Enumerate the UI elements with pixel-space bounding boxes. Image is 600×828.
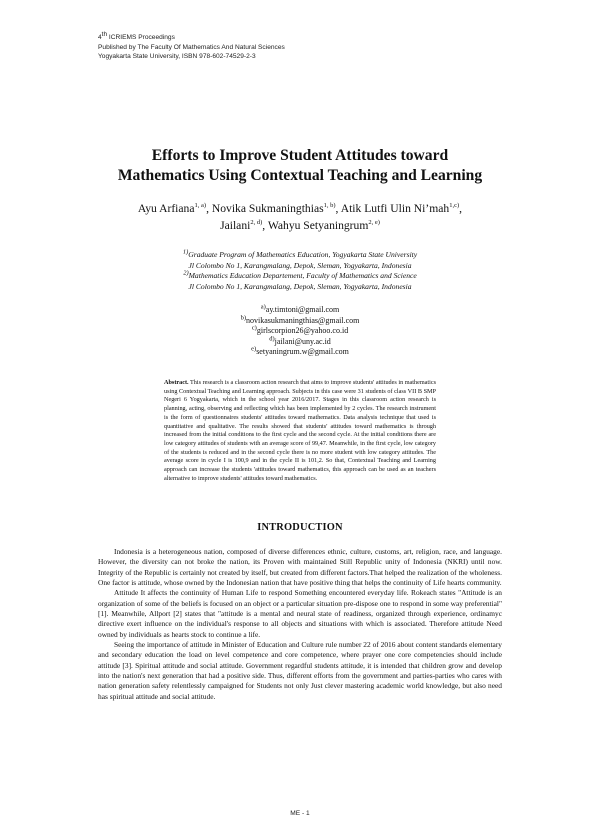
author-name: Wahyu Setyaningrum <box>267 219 369 232</box>
abstract <box>164 379 436 483</box>
email-c: $^{c)}$girlscorpion26@yahoo.co.id <box>251 324 349 336</box>
header-line-3: Yogyakarta State University, ISBN 978-602-74529-2-3 <box>98 53 256 61</box>
author-line-2: Jailani$^{2, d)}$, Wahyu Setyaningrum$^{2, e)}$ <box>220 219 380 232</box>
abstract-label: Abstract. <box>164 379 189 386</box>
paper-title <box>60 146 540 186</box>
author-name: Atik Lutfi Ulin Ni’mah <box>340 202 450 215</box>
proceedings-header <box>98 30 285 62</box>
header-line-1: 4th ICRIEMS Proceedings <box>98 30 175 41</box>
paragraph: Seeing the importance of attitude in Minister of Education and Culture rule number 22 of 2016 about content standards elementary and secondary education the load on level competence and core competence, where prayer one core competencies should include attitude [3]. Spiritual attitude and social attitude. Government regardful students attitude, it is intended that children grow and develop into the nation's next generation that had a positive side. Thus, different efforts from the government and parties-parties who cares with nation generation safety relentlessly campaigned for Students not only Just clever mastering academic world knowledge, but also need has spiritual attitude and social attitude. <box>98 640 502 701</box>
page-number: ME - 1 <box>290 810 310 817</box>
affiliation-1-line-1: $^{1)}$Graduate Program of Mathematics Education, Yogyakarta State University <box>182 248 418 259</box>
title-line-2: Mathematics Using Contextual Teaching and Learning <box>117 167 483 184</box>
paragraph: Attitude It affects the continuity of Human Life to respond Something encountered everyday life. Rokeach states "Attitude is an organization of some of the beliefs is focused on an object or a particular situation pre-dispose one to respond in some way preferential" [1]. Meanwhile, Allport [2] states that "attitude is a mental and neural state of readiness, organized through experience, ordinamyc directive exert influence on the individual's response to all objects and situations with which is associated. Therefore attitude Need owned by individuals as hearts stock to continue a life. <box>98 588 502 639</box>
affiliation-2-line-1: $^{2)}$Mathematics Education Departement, Faculty of Mathematics and Science <box>183 269 417 281</box>
section-heading-introduction: INTRODUCTION <box>257 522 343 533</box>
affiliation-2-line-2: Jl Colombo No 1, Karangmalang, Depok, Sleman, Yogyakarta, Indonesia <box>188 281 412 291</box>
paragraph: Indonesia is a heterogeneous nation, composed of diverse differences ethnic, culture, customs, art, religion, race, and language. However, the diversity can not broke the nation, its Proven with maintained Still Republic unity of Indonesia (NKRI) until now. Integrity of the Republic is certainly not created by itself, but created from different factors.That helped the realization of the wholeness. One factor is attitude, whose owned by the Indonesian nation that have positive thing that helps the continuity of Life hearts community. <box>98 547 502 588</box>
email-e: $^{e)}$setyaningrum.w@gmail.com <box>251 345 349 357</box>
author-name: Jailani <box>220 219 251 232</box>
header-line-2: Published by The Faculty Of Mathematics And Natural Sciences <box>98 43 285 51</box>
author-name: Novika Sukmaningthias <box>211 202 324 215</box>
introduction-body <box>98 547 502 702</box>
email-d: $^{d)}$jailani@uny.ac.id <box>269 335 331 346</box>
email-a: $^{a)}$ay.timtoni@gmail.com <box>260 303 340 314</box>
author-line-1: Ayu Arfiana$^{1, a)}$, Novika Sukmaningthias$^{1, b)}$, Atik Lutfi Ulin Ni’mah$^{1,c)}$, <box>137 202 463 215</box>
affiliation-1-line-2: Jl Colombo No 1, Karangmalang, Depok, Sleman, Yogyakarta, Indonesia <box>188 260 412 270</box>
author-name: Ayu Arfiana <box>137 202 195 215</box>
title-line-1: Efforts to Improve Student Attitudes toward <box>151 147 449 164</box>
affiliations <box>60 250 540 292</box>
email-b: $^{b)}$novikasukmaningthias@gmail.com <box>240 313 360 325</box>
author-list <box>60 200 540 234</box>
email-list <box>60 305 540 358</box>
abstract-text: This research is a classroom action research that aims to improve students' attitudes in mathematics using Contextual Teaching and Learning approach. Subjects in this case were 31 students of class VII B SMP Negeri 6 Yogyakarta, which in the school year 2016/2017. Stages in this classroom action research is planning, acting, observing and reflecting which has been implemented by 2 cycles. The research instrument is the form of questionnaires students' attitudes toward mathematics. Data analysis technique that used is quantitative and qualitative. The results showed that students' attitudes toward mathematics is through increased from the initial conditions to the first cycle and the second cycle. At the initial conditions there are low category attitudes of students with an average score of 99,47. Meanwhile, in the first cycle, low category of the students is reduced and in the second cycle there is no more student with low category attitudes. The average score in cycle I is 100,9 and in the cycle II is 101,2. So that, Contextual Teaching and Learning approach can increase the students 'attitudes toward mathematics, this approach can be used as an teachers alternative to improve students' attitudes toward mathematics. <box>164 379 436 482</box>
